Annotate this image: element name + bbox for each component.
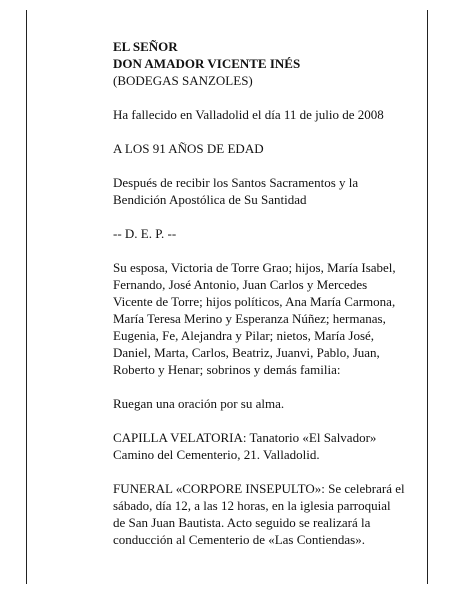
chapel-line: CAPILLA VELATORIA: Tanatorio «El Salvador»: [113, 430, 377, 445]
left-border-line: [26, 10, 27, 584]
title-line: EL SEÑOR: [113, 39, 178, 54]
death-notice-text: Ha fallecido en Valladolid el día 11 de julio de 2008: [113, 107, 384, 122]
family-line: María Teresa Merino y Esperanza Núñez; hermanas,: [113, 311, 386, 326]
family-line: Su esposa, Victoria de Torre Grao; hijos, María Isabel,: [113, 260, 396, 275]
age-text: A LOS 91 AÑOS DE EDAD: [113, 141, 264, 156]
prayer-text: Ruegan una oración por su alma.: [113, 396, 285, 411]
chapel-block: [113, 429, 428, 463]
funeral-block: [113, 480, 428, 548]
family-line: Roberto y Henar; sobrinos y demás familia:: [113, 362, 341, 377]
funeral-line: conducción al Cementerio de «Las Contiendas».: [113, 532, 365, 547]
deceased-name: DON AMADOR VICENTE INÉS: [113, 56, 301, 71]
sacraments-block: [113, 174, 428, 208]
dep-block: [113, 225, 428, 242]
family-line: Vicente de Torre; hijos políticos, Ana María Carmona,: [113, 294, 396, 309]
header-block: [113, 38, 428, 89]
funeral-line: sábado, día 12, a las 12 horas, en la iglesia parroquial: [113, 498, 391, 513]
prayer-block: [113, 395, 428, 412]
company-name: (BODEGAS SANZOLES): [113, 73, 253, 88]
family-line: Eugenia, Fe, Alejandra y Pilar; nietos, María José,: [113, 328, 375, 343]
sacraments-line: Después de recibir los Santos Sacramentos y la: [113, 175, 359, 190]
family-line: Daniel, Marta, Carlos, Beatriz, Juanvi, Pablo, Juan,: [113, 345, 380, 360]
sacraments-line: Bendición Apostólica de Su Santidad: [113, 192, 307, 207]
obituary-text: [113, 38, 428, 548]
funeral-line: FUNERAL «CORPORE INSEPULTO»: Se celebrará el: [113, 481, 405, 496]
dep-text: -- D. E. P. --: [113, 226, 177, 241]
death-notice: [113, 106, 428, 123]
family-block: [113, 259, 428, 378]
age-block: [113, 140, 428, 157]
family-line: Fernando, José Antonio, Juan Carlos y Mercedes: [113, 277, 368, 292]
chapel-line: Camino del Cementerio, 21. Valladolid.: [113, 447, 320, 462]
funeral-line: de San Juan Bautista. Acto seguido se realizará la: [113, 515, 371, 530]
